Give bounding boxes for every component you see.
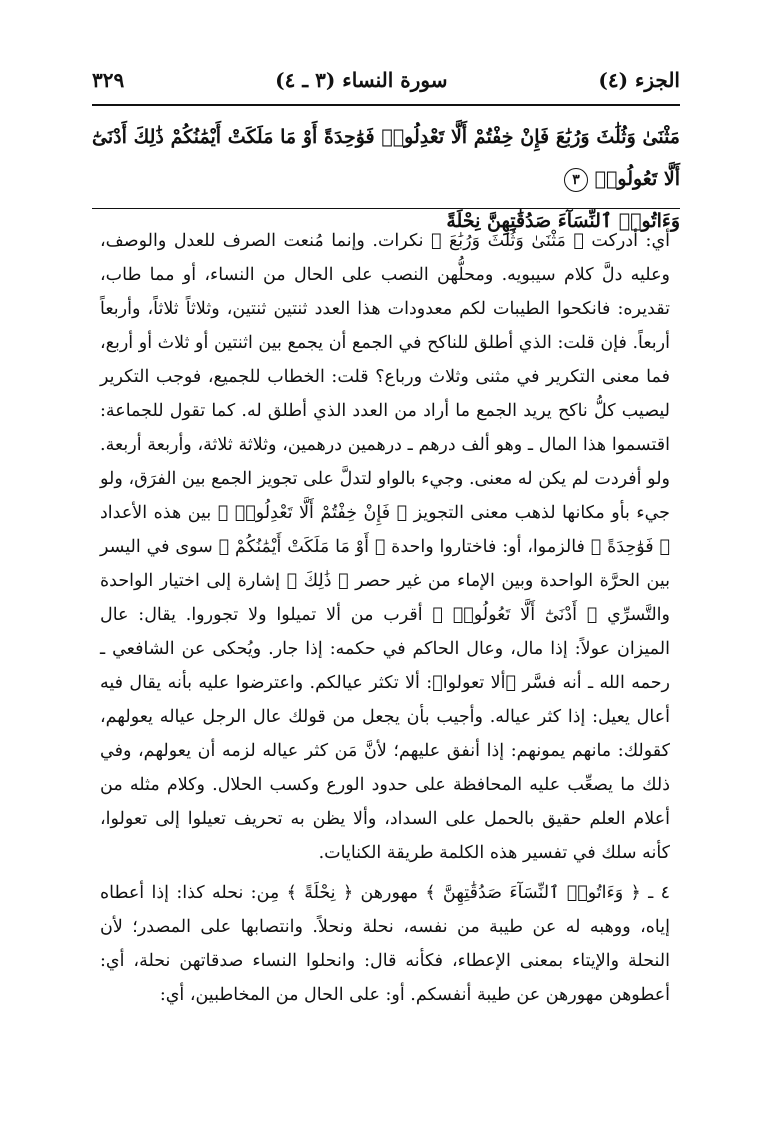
commentary-paragraph-2: ٤ ـ ﴿ وَءَاتُوا۟ ٱلنِّسَآءَ صَدُقَٰتِهِنَّ ﴾ مهورهن ﴿ نِحْلَةً ﴾ مِن: نحله كذا: إذا أعطاه إياه، ووهبه له عن طيبة من نفسه، نحلة ونحلاً. وانتصابها على المصدر؛ لأن النحلة والإيتاء بمعنى الإعطاء، فكأنه قال: وانحلوا النساء صدقاتهن نحلة، أي: أعطوهن مهورهن عن طيبة أنفسكم. أو: على الحال من المخاطبين، أي: [100,883,670,1005]
page-number: ٣٢٩ [92,68,125,92]
surah-title: سورة النساء (٣ ـ ٤) [275,68,448,92]
commentary-paragraph-1: أي: أدركت ﴿ مَثْنَىٰ وَثُلَٰثَ وَرُبَٰعَ ﴾ نكرات. وإنما مُنعت الصرف للعدل والوصف، وعليه دلَّ كلام سيبويه. ومحلُّهن النصب على الحال من النساء، أو مما طاب، تقديره: فانكحوا الطيبات لكم معدودات هذا العدد ثنتين ثنتين، وثلاثاً ثلاثاً، وأربعاً أربعاً. فإن قلت: الذي أطلق للناكح في الجمع أن يجمع بين اثنتين أو ثلاث أو أربع، فما معنى التكرير في مثنى وثلاث ورباع؟ قلت: الخطاب للجميع، فوجب التكرير ليصيب كلُّ ناكح يريد الجمع ما أراد من العدد الذي أطلق له. كما تقول للجماعة: اقتسموا هذا المال ـ وهو ألف درهم ـ درهمين درهمين، وثلاثة ثلاثة، وأربعة أربعة. ولو أفردت لم يكن له معنى. وجيء بالواو لتدلَّ على تجويز الجمع بين الفرَق، ولو جيء بأو مكانها لذهب معنى التجويز ﴿ فَإِنْ خِفْتُمْ أَلَّا تَعْدِلُوا۟ ﴾ بين هذه الأعداد ﴿ فَوَٰحِدَةً ﴾ فالزموا، أو: فاختاروا واحدة ﴿ أَوْ مَا مَلَكَتْ أَيْمَٰنُكُمْ ﴾ سوى في اليسر بين الحرَّة الواحدة وبين الإماء من غير حصر ﴿ ذَٰلِكَ ﴾ إشارة إلى اختيار الواحدة والتَّسرِّي ﴿ أَدْنَىٰٓ أَلَّا تَعُولُوا۟ ﴾ أقرب من ألا تميلوا ولا تجوروا. يقال: عال الميزان عولاً: إذا مال، وعال الحاكم في حكمه: إذا جار. ويُحكى عن الشافعي ـ رحمه الله ـ أنه فسَّر ﴿ألا تعولوا﴾: ألا تكثر عيالكم. واعترضوا عليه بأنه يقال فيه أعال يعيل: إذا كثر عياله. وأجيب بأن يجعل من قولك عال الرجل عياله يعولهم، كقولك: مانهم يمونهم: إذا أنفق عليهم؛ لأنَّ مَن كثر عياله لزمه أن يعولهم، وفي ذلك ما يصعِّب عليه المحافظة على حدود الورع وكسب الحلال. وكلام مثله من أعلام العلم حقيق بالحمل على السداد، وألا يظن به تحريف تعيلوا إلى تعولوا، كأنه سلك في تفسير هذه الكلمة طريقة الكنايات. [100,231,670,863]
juz-label: الجزء (٤) [598,68,680,92]
verse-separator-rule [92,208,680,209]
running-header [92,62,680,98]
header-rule [92,104,680,106]
commentary-text [100,224,670,1012]
verse-line-1: مَثْنَىٰ وَثُلَٰثَ وَرُبَٰعَ فَإِنْ خِفْتُمْ أَلَّا تَعْدِلُوا۟ فَوَٰحِدَةً أَوْ مَا مَلَكَتْ أَيْمَٰنُكُمْ ذَٰلِكَ أَدْنَىٰٓ أَلَّا تَعُولُوا۟ [92,126,680,190]
verse-number-marker: ٣ [564,168,588,192]
verse-line-2: وَءَاتُوا۟ ٱلنِّسَآءَ صَدُقَٰتِهِنَّ نِحْلَةً [446,210,680,232]
